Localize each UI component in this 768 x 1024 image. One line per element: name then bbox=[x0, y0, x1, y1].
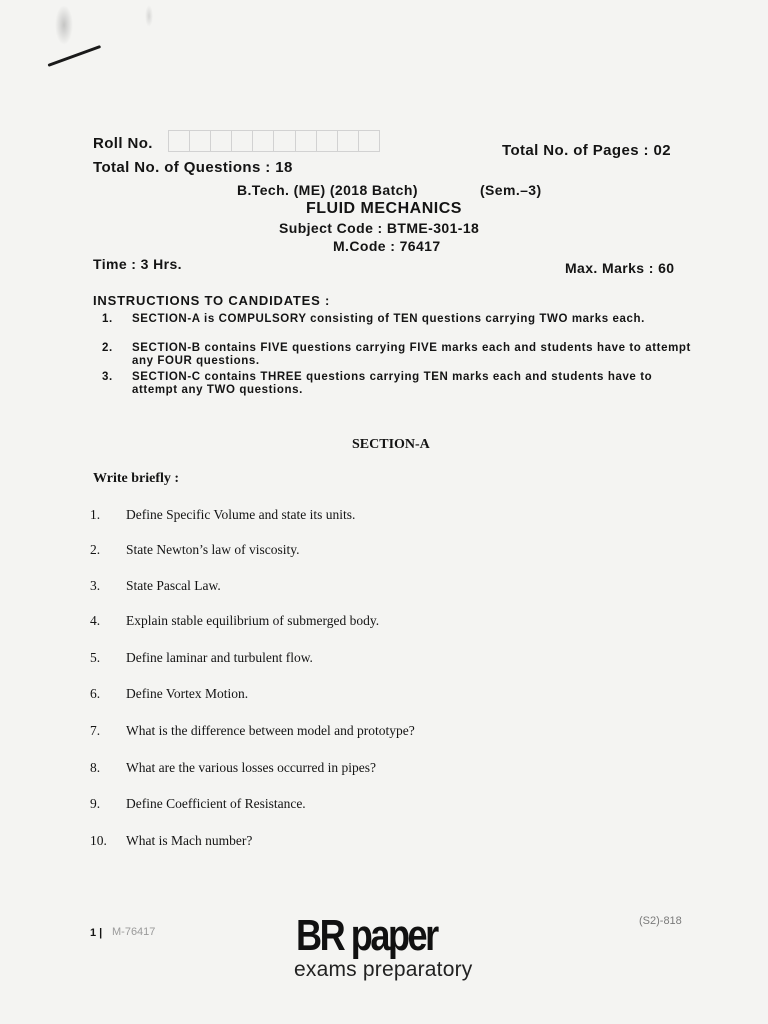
paper-code: (S2)-818 bbox=[639, 915, 682, 927]
max-marks: Max. Marks : 60 bbox=[565, 260, 675, 276]
instructions-title: INSTRUCTIONS TO CANDIDATES : bbox=[93, 293, 331, 308]
scan-smudge bbox=[145, 5, 153, 27]
question-text: Explain stable equilibrium of submerged body. bbox=[126, 613, 380, 628]
question-number: 5. bbox=[90, 650, 101, 665]
total-pages: Total No. of Pages : 02 bbox=[502, 142, 671, 159]
section-a-subtitle: Write briefly : bbox=[93, 471, 180, 486]
pen-mark bbox=[47, 45, 101, 67]
question-text: What is Mach number? bbox=[126, 833, 253, 848]
m-code: M.Code : 76417 bbox=[333, 238, 441, 254]
question-text: Define Vortex Motion. bbox=[126, 686, 249, 701]
question-text: State Pascal Law. bbox=[126, 578, 221, 593]
instruction-number: 1. bbox=[102, 313, 113, 325]
question-number: 7. bbox=[90, 723, 101, 738]
semester: (Sem.–3) bbox=[480, 182, 542, 198]
instruction-text: SECTION-A is COMPULSORY consisting of TEN questions carrying TWO marks each. bbox=[132, 313, 645, 325]
question-number: 9. bbox=[90, 796, 101, 811]
subject-code: Subject Code : BTME-301-18 bbox=[279, 220, 480, 236]
question-text: Define Coefficient of Resistance. bbox=[126, 796, 306, 811]
question-number: 6. bbox=[90, 686, 101, 701]
instruction-number: 2. bbox=[102, 342, 113, 354]
time-allowed: Time : 3 Hrs. bbox=[93, 256, 182, 272]
brand-logo: BR paper bbox=[296, 911, 437, 960]
question-number: 8. bbox=[90, 760, 101, 775]
question-number: 1. bbox=[90, 507, 101, 522]
instruction-number: 3. bbox=[102, 371, 113, 383]
question-number: 10. bbox=[90, 833, 107, 848]
question-text: What is the difference between model and prototype? bbox=[126, 723, 415, 738]
question-text: Define Specific Volume and state its units. bbox=[126, 507, 356, 522]
roll-no-boxes bbox=[168, 130, 380, 152]
roll-no-label: Roll No. bbox=[93, 135, 153, 152]
brand-tagline: exams preparatory bbox=[294, 958, 473, 981]
page-number: 1 | bbox=[90, 927, 103, 939]
question-number: 4. bbox=[90, 613, 101, 628]
question-number: 3. bbox=[90, 578, 101, 593]
page-code: M-76417 bbox=[112, 926, 156, 938]
question-text: Define laminar and turbulent flow. bbox=[126, 650, 313, 665]
section-a-title: SECTION-A bbox=[352, 437, 430, 452]
question-text: What are the various losses occurred in pipes? bbox=[126, 760, 377, 775]
instruction-text: SECTION-C contains THREE questions carrying TEN marks each and students have to attempt any TWO questions. bbox=[132, 371, 653, 396]
instruction-text: SECTION-B contains FIVE questions carrying FIVE marks each and students have to attempt any FOUR questions. bbox=[132, 342, 691, 367]
course-batch: B.Tech. (ME) (2018 Batch) bbox=[237, 182, 418, 198]
total-questions: Total No. of Questions : 18 bbox=[93, 159, 293, 176]
question-text: State Newton’s law of viscosity. bbox=[126, 542, 300, 557]
subject-title: FLUID MECHANICS bbox=[306, 200, 462, 217]
question-number: 2. bbox=[90, 542, 101, 557]
scan-smudge bbox=[55, 5, 73, 45]
